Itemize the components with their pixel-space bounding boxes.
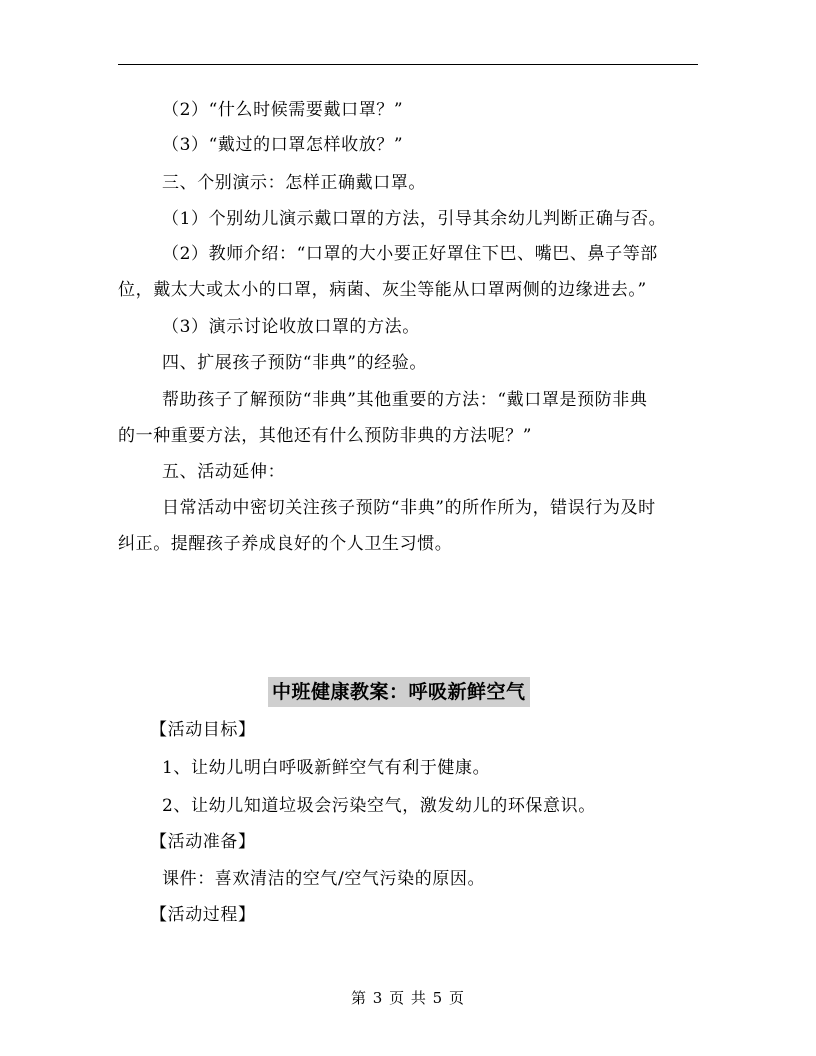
paragraph-line: （3）演示讨论收放口罩的方法。 bbox=[162, 317, 420, 337]
section-heading: 四、扩展孩子预防“非典”的经验。 bbox=[162, 353, 427, 373]
paragraph-line: 1、让幼儿明白呼吸新鲜空气有利于健康。 bbox=[162, 758, 491, 778]
paragraph-line: 位，戴太大或太小的口罩，病菌、灰尘等能从口罩两侧的边缘进去。” bbox=[118, 280, 647, 300]
page-number: 第 3 页 共 5 页 bbox=[351, 989, 465, 1007]
section-heading: 【活动目标】 bbox=[150, 720, 256, 740]
section-heading: 【活动准备】 bbox=[150, 832, 256, 852]
paragraph-line: （2）教师介绍：“口罩的大小要正好罩住下巴、嘴巴、鼻子等部 bbox=[162, 244, 658, 264]
paragraph-line: 帮助孩子了解预防“非典”其他重要的方法：“戴口罩是预防非典 bbox=[162, 390, 648, 410]
section-heading: 五、活动延伸： bbox=[162, 462, 286, 482]
lesson-title: 中班健康教案：呼吸新鲜空气 bbox=[268, 677, 530, 707]
paragraph-line: 2、让幼儿知道垃圾会污染空气，激发幼儿的环保意识。 bbox=[162, 796, 596, 816]
header-rule bbox=[118, 64, 698, 65]
paragraph-line: （1）个别幼儿演示戴口罩的方法，引导其余幼儿判断正确与否。 bbox=[162, 209, 667, 229]
paragraph-line: 的一种重要方法，其他还有什么预防非典的方法呢？” bbox=[118, 426, 533, 446]
paragraph-line: （3）“戴过的口罩怎样收放？” bbox=[162, 135, 404, 155]
section-heading: 三、个别演示：怎样正确戴口罩。 bbox=[162, 173, 426, 193]
paragraph-line: （2）“什么时候需要戴口罩？” bbox=[162, 100, 404, 120]
section-heading: 【活动过程】 bbox=[150, 905, 256, 925]
paragraph-line: 课件：喜欢清洁的空气/空气污染的原因。 bbox=[162, 869, 486, 889]
paragraph-line: 纠正。提醒孩子养成良好的个人卫生习惯。 bbox=[118, 534, 453, 554]
paragraph-line: 日常活动中密切关注孩子预防“非典”的所作所为，错误行为及时 bbox=[162, 498, 656, 518]
